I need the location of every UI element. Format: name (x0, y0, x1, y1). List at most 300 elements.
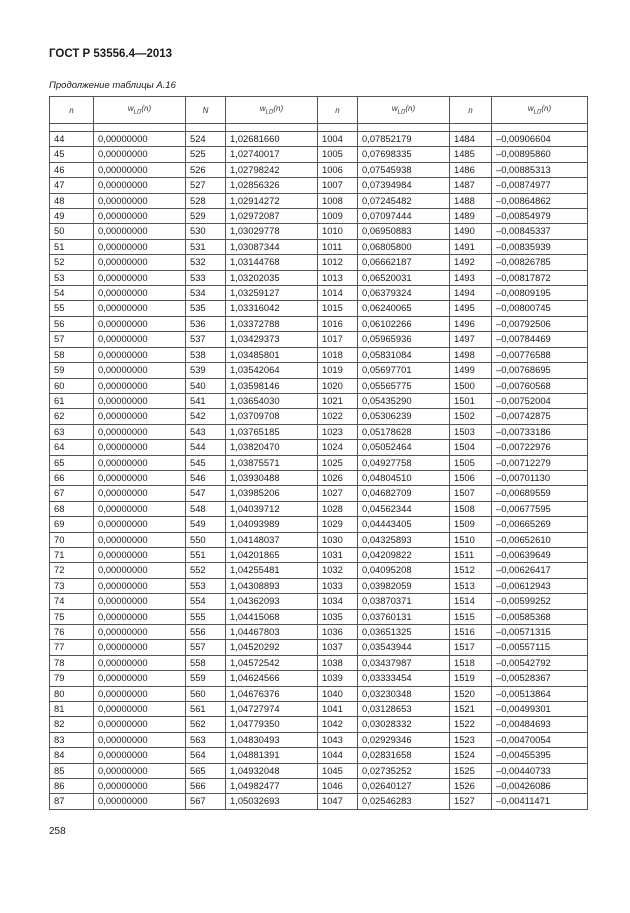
table-cell: 0,00000000 (94, 316, 186, 331)
table-cell: 1,04932048 (226, 763, 318, 778)
table-cell: 524 (186, 132, 226, 147)
table-cell: 1038 (318, 655, 358, 670)
table-cell: 548 (186, 501, 226, 516)
table-cell: 70 (50, 532, 94, 547)
table-cell: 0,00000000 (94, 763, 186, 778)
table-cell: 1494 (450, 286, 492, 301)
table-cell: 0,00000000 (94, 655, 186, 670)
table-cell: 1513 (450, 578, 492, 593)
table-cell: 0,02929346 (358, 732, 450, 747)
table-cell: 1512 (450, 563, 492, 578)
table-cell: 86 (50, 779, 94, 794)
table-cell: 0,03870371 (358, 594, 450, 609)
table-cell: 1492 (450, 255, 492, 270)
table-row (50, 270, 588, 285)
table-cell: 528 (186, 193, 226, 208)
table-cell: 77 (50, 640, 94, 655)
table-cell: 1490 (450, 224, 492, 239)
table-cell: 543 (186, 424, 226, 439)
table-cell: 1496 (450, 316, 492, 331)
table-cell: 1016 (318, 316, 358, 331)
table-cell: 47 (50, 178, 94, 193)
table-cell: 0,00000000 (94, 286, 186, 301)
table-cell: 1,04093989 (226, 517, 318, 532)
table-cell: 0,00000000 (94, 578, 186, 593)
table-cell: 1,03709708 (226, 409, 318, 424)
table-cell: 561 (186, 702, 226, 717)
table-cell: 46 (50, 162, 94, 177)
table-cell: 0,06520031 (358, 270, 450, 285)
table-cell: 1524 (450, 748, 492, 763)
table-row (50, 378, 588, 393)
table-cell: 1,04676376 (226, 686, 318, 701)
table-cell: 1488 (450, 193, 492, 208)
table-cell: 1,04148037 (226, 532, 318, 547)
table-cell: 563 (186, 732, 226, 747)
table-cell: 1517 (450, 640, 492, 655)
table-cell: 1036 (318, 625, 358, 640)
table-row (50, 178, 588, 193)
table-cell: –0,00874977 (492, 178, 588, 193)
table-cell: 83 (50, 732, 94, 747)
column-header (186, 97, 226, 124)
table-cell: 78 (50, 655, 94, 670)
table-cell: 0,02735252 (358, 763, 450, 778)
table-cell: 1,03598146 (226, 378, 318, 393)
table-cell: 526 (186, 162, 226, 177)
table-row (50, 470, 588, 485)
table-cell: 531 (186, 239, 226, 254)
table-cell: 1035 (318, 609, 358, 624)
table-cell: 0,05435290 (358, 393, 450, 408)
table-cell: 529 (186, 209, 226, 224)
table-cell: 558 (186, 655, 226, 670)
table-cell: 0,00000000 (94, 224, 186, 239)
table-cell: 84 (50, 748, 94, 763)
table-cell: 1499 (450, 363, 492, 378)
table-cell: –0,00499301 (492, 702, 588, 717)
column-header-subscript: LD (397, 109, 406, 116)
table-cell: 0,02640127 (358, 779, 450, 794)
table-cell: 1025 (318, 455, 358, 470)
table-row (50, 162, 588, 177)
table-cell: 549 (186, 517, 226, 532)
table-cell: 1519 (450, 671, 492, 686)
table-cell: 1489 (450, 209, 492, 224)
table-row (50, 517, 588, 532)
table-cell: –0,00542792 (492, 655, 588, 670)
table-row (50, 763, 588, 778)
table-row (50, 316, 588, 331)
table-cell: –0,00626417 (492, 563, 588, 578)
values-table (49, 96, 588, 810)
table-cell: 61 (50, 393, 94, 408)
table-cell: 1,02798242 (226, 162, 318, 177)
table-cell: –0,00599252 (492, 594, 588, 609)
table-cell: 0,00000000 (94, 594, 186, 609)
table-cell: 0,00000000 (94, 517, 186, 532)
table-cell: 1009 (318, 209, 358, 224)
table-cell: 0,00000000 (94, 393, 186, 408)
table-cell: 1,03985206 (226, 486, 318, 501)
table-cell: 0,00000000 (94, 563, 186, 578)
table-cell: 562 (186, 717, 226, 732)
table-cell: 0,06662187 (358, 255, 450, 270)
table-cell: 1,03820470 (226, 440, 318, 455)
table-cell: 1027 (318, 486, 358, 501)
table-cell: 1017 (318, 332, 358, 347)
table-cell: 0,00000000 (94, 501, 186, 516)
table-caption: Продолжение таблицы А.16 (49, 80, 176, 91)
table-cell: 1043 (318, 732, 358, 747)
table-row (50, 193, 588, 208)
column-header (50, 97, 94, 124)
table-cell: 1008 (318, 193, 358, 208)
table-row (50, 224, 588, 239)
table-cell: 1011 (318, 239, 358, 254)
table-cell: 1487 (450, 178, 492, 193)
table-cell: 0,05831084 (358, 347, 450, 362)
table-row (50, 532, 588, 547)
table-cell: 0,05965936 (358, 332, 450, 347)
table-cell: 0,03651325 (358, 625, 450, 640)
table-cell: –0,00809195 (492, 286, 588, 301)
table-cell: 1,04520292 (226, 640, 318, 655)
table-cell: 0,05052464 (358, 440, 450, 455)
table-cell: 0,03760131 (358, 609, 450, 624)
table-cell: 52 (50, 255, 94, 270)
table-cell: 0,00000000 (94, 732, 186, 747)
table-cell: 0,06805800 (358, 239, 450, 254)
table-cell: –0,00455395 (492, 748, 588, 763)
table-cell: 1,04572542 (226, 655, 318, 670)
table-row (50, 717, 588, 732)
table-cell: 1023 (318, 424, 358, 439)
table-row (50, 393, 588, 408)
table-cell: –0,00470054 (492, 732, 588, 747)
table-cell: 0,03543944 (358, 640, 450, 655)
table-cell: 0,00000000 (94, 424, 186, 439)
table-cell: 1,04830493 (226, 732, 318, 747)
table-cell: 1,04624566 (226, 671, 318, 686)
table-cell: 1042 (318, 717, 358, 732)
table-cell: 0,02831658 (358, 748, 450, 763)
table-cell: 1518 (450, 655, 492, 670)
table-cell: 1502 (450, 409, 492, 424)
table-cell: –0,00817872 (492, 270, 588, 285)
table-row (50, 132, 588, 147)
table-cell: 64 (50, 440, 94, 455)
table-cell: 74 (50, 594, 94, 609)
table-cell: 0,00000000 (94, 239, 186, 254)
table-cell: 541 (186, 393, 226, 408)
table-cell: 1005 (318, 147, 358, 162)
table-cell: 0,00000000 (94, 470, 186, 485)
table-cell: 0,00000000 (94, 347, 186, 362)
table-cell: 1,02856326 (226, 178, 318, 193)
table-cell: 1515 (450, 609, 492, 624)
table-cell: 1,03259127 (226, 286, 318, 301)
table-cell: 0,06102266 (358, 316, 450, 331)
table-cell: –0,00792506 (492, 316, 588, 331)
table-cell: 1507 (450, 486, 492, 501)
table-cell: 0,06379324 (358, 286, 450, 301)
table-cell: 1516 (450, 625, 492, 640)
table-cell: 49 (50, 209, 94, 224)
table-cell: 0,03437987 (358, 655, 450, 670)
column-header-symbol: n (69, 105, 74, 115)
table-cell: 1,04415068 (226, 609, 318, 624)
table-cell: 1506 (450, 470, 492, 485)
table-cell: 1040 (318, 686, 358, 701)
table-cell: 1491 (450, 239, 492, 254)
table-cell: –0,00665269 (492, 517, 588, 532)
table-cell: 0,03028332 (358, 717, 450, 732)
table-row (50, 625, 588, 640)
table-cell: 0,00000000 (94, 748, 186, 763)
table-cell: –0,00864862 (492, 193, 588, 208)
table-cell: –0,00784469 (492, 332, 588, 347)
values-table-container (49, 96, 587, 810)
table-cell: 539 (186, 363, 226, 378)
table-row (50, 640, 588, 655)
table-cell: 0,05565775 (358, 378, 450, 393)
table-cell: –0,00557115 (492, 640, 588, 655)
column-header-subscript: LD (133, 109, 142, 116)
column-header (450, 97, 492, 124)
table-row (50, 748, 588, 763)
table-cell: 1486 (450, 162, 492, 177)
table-row (50, 209, 588, 224)
table-cell: 0,07852179 (358, 132, 450, 147)
table-cell: 1037 (318, 640, 358, 655)
table-cell: 532 (186, 255, 226, 270)
table-cell: 1046 (318, 779, 358, 794)
table-cell: 0,00000000 (94, 332, 186, 347)
table-cell: 550 (186, 532, 226, 547)
table-cell: 1006 (318, 162, 358, 177)
table-row (50, 440, 588, 455)
table-cell: –0,00484693 (492, 717, 588, 732)
table-cell: 71 (50, 547, 94, 562)
table-cell: 535 (186, 301, 226, 316)
table-row (50, 655, 588, 670)
table-cell: 0,03333454 (358, 671, 450, 686)
table-cell: 540 (186, 378, 226, 393)
table-cell: –0,00800745 (492, 301, 588, 316)
table-cell: 1525 (450, 763, 492, 778)
table-cell: 60 (50, 378, 94, 393)
table-cell: 560 (186, 686, 226, 701)
table-cell: 69 (50, 517, 94, 532)
table-cell: 1,04255481 (226, 563, 318, 578)
table-row (50, 424, 588, 439)
table-cell: 0,04443405 (358, 517, 450, 532)
table-cell: –0,00885313 (492, 162, 588, 177)
table-cell: 0,06950883 (358, 224, 450, 239)
table-row (50, 671, 588, 686)
table-cell: 1,03765185 (226, 424, 318, 439)
table-cell: 1527 (450, 794, 492, 809)
table-row (50, 702, 588, 717)
table-cell: –0,00752004 (492, 393, 588, 408)
table-cell: 44 (50, 132, 94, 147)
table-cell: 59 (50, 363, 94, 378)
table-cell: 0,00000000 (94, 409, 186, 424)
table-cell: 1,04727974 (226, 702, 318, 717)
table-cell: 1,04779350 (226, 717, 318, 732)
table-row (50, 332, 588, 347)
table-cell: 0,00000000 (94, 794, 186, 809)
table-cell: 546 (186, 470, 226, 485)
table-cell: 0,03982059 (358, 578, 450, 593)
table-cell: 1033 (318, 578, 358, 593)
table-cell: 1,03144768 (226, 255, 318, 270)
column-header (358, 97, 450, 124)
table-cell: –0,00845337 (492, 224, 588, 239)
table-cell: 527 (186, 178, 226, 193)
table-cell: 533 (186, 270, 226, 285)
table-cell: 0,04562344 (358, 501, 450, 516)
table-cell: 534 (186, 286, 226, 301)
table-cell: –0,00701130 (492, 470, 588, 485)
table-cell: 85 (50, 763, 94, 778)
table-cell: 1,03316042 (226, 301, 318, 316)
table-cell: 1495 (450, 301, 492, 316)
table-cell: 1029 (318, 517, 358, 532)
table-cell: 0,00000000 (94, 363, 186, 378)
table-cell: 1510 (450, 532, 492, 547)
table-cell: 0,00000000 (94, 779, 186, 794)
table-cell: 55 (50, 301, 94, 316)
table-cell: 565 (186, 763, 226, 778)
table-cell: 0,03230348 (358, 686, 450, 701)
table-row (50, 547, 588, 562)
table-cell: 76 (50, 625, 94, 640)
table-row (50, 409, 588, 424)
table-cell: 1031 (318, 547, 358, 562)
table-cell: 0,07245482 (358, 193, 450, 208)
table-cell: 0,00000000 (94, 178, 186, 193)
table-cell: 555 (186, 609, 226, 624)
table-row (50, 501, 588, 516)
table-body (50, 132, 588, 810)
table-cell: 1521 (450, 702, 492, 717)
table-row (50, 578, 588, 593)
column-header-subscript: LD (265, 109, 274, 116)
table-cell: 1,04201865 (226, 547, 318, 562)
table-cell: –0,00776588 (492, 347, 588, 362)
table-cell: 566 (186, 779, 226, 794)
table-cell: 82 (50, 717, 94, 732)
table-cell: 66 (50, 470, 94, 485)
table-cell: 0,00000000 (94, 625, 186, 640)
table-cell: 0,00000000 (94, 702, 186, 717)
table-row (50, 563, 588, 578)
table-row (50, 594, 588, 609)
table-cell: 1,03372788 (226, 316, 318, 331)
page-number: 258 (49, 826, 66, 837)
table-cell: –0,00571315 (492, 625, 588, 640)
table-cell: 0,00000000 (94, 301, 186, 316)
table-cell: 0,00000000 (94, 270, 186, 285)
table-cell: 1,03542064 (226, 363, 318, 378)
table-cell: 1004 (318, 132, 358, 147)
table-cell: 57 (50, 332, 94, 347)
table-cell: 1514 (450, 594, 492, 609)
table-cell: 1,03485801 (226, 347, 318, 362)
table-cell: –0,00760568 (492, 378, 588, 393)
table-cell: 1028 (318, 501, 358, 516)
table-cell: –0,00612943 (492, 578, 588, 593)
table-cell: 0,07545938 (358, 162, 450, 177)
table-cell: 1485 (450, 147, 492, 162)
table-cell: 551 (186, 547, 226, 562)
table-cell: 1508 (450, 501, 492, 516)
table-cell: 0,06240065 (358, 301, 450, 316)
table-cell: 0,00000000 (94, 132, 186, 147)
table-cell: 0,04095208 (358, 563, 450, 578)
column-header-symbol: w (127, 104, 134, 114)
column-header-symbol: n (335, 105, 340, 115)
table-cell: 54 (50, 286, 94, 301)
table-cell: –0,00835939 (492, 239, 588, 254)
table-cell: 0,07394984 (358, 178, 450, 193)
table-cell: –0,00712279 (492, 455, 588, 470)
table-cell: 0,04682709 (358, 486, 450, 501)
table-cell: –0,00426086 (492, 779, 588, 794)
table-cell: 58 (50, 347, 94, 362)
table-row (50, 455, 588, 470)
table-cell: 1012 (318, 255, 358, 270)
table-row (50, 301, 588, 316)
table-cell: 0,07097444 (358, 209, 450, 224)
table-cell: 1509 (450, 517, 492, 532)
table-cell: 1026 (318, 470, 358, 485)
table-cell: 545 (186, 455, 226, 470)
table-row (50, 686, 588, 701)
table-cell: 51 (50, 239, 94, 254)
table-cell: 45 (50, 147, 94, 162)
column-header-symbol: N (202, 105, 209, 115)
table-cell: 48 (50, 193, 94, 208)
table-cell: –0,00733186 (492, 424, 588, 439)
table-cell: 0,00000000 (94, 193, 186, 208)
table-cell: –0,00440733 (492, 763, 588, 778)
column-header (226, 97, 318, 124)
table-row (50, 794, 588, 809)
table-cell: 1032 (318, 563, 358, 578)
table-cell: 1,03654030 (226, 393, 318, 408)
table-cell: 0,00000000 (94, 547, 186, 562)
table-cell: 0,00000000 (94, 671, 186, 686)
table-cell: 0,04804510 (358, 470, 450, 485)
table-cell: 537 (186, 332, 226, 347)
table-cell: 1,02914272 (226, 193, 318, 208)
table-cell: 1484 (450, 132, 492, 147)
table-cell: –0,00768695 (492, 363, 588, 378)
table-cell: 1,04467803 (226, 625, 318, 640)
table-cell: 87 (50, 794, 94, 809)
table-cell: 559 (186, 671, 226, 686)
table-cell: 0,04325893 (358, 532, 450, 547)
table-cell: 1504 (450, 440, 492, 455)
column-header-subscript: LD (533, 109, 542, 116)
table-cell: 67 (50, 486, 94, 501)
table-cell: 1,04881391 (226, 748, 318, 763)
table-cell: –0,00906604 (492, 132, 588, 147)
table-cell: 1044 (318, 748, 358, 763)
